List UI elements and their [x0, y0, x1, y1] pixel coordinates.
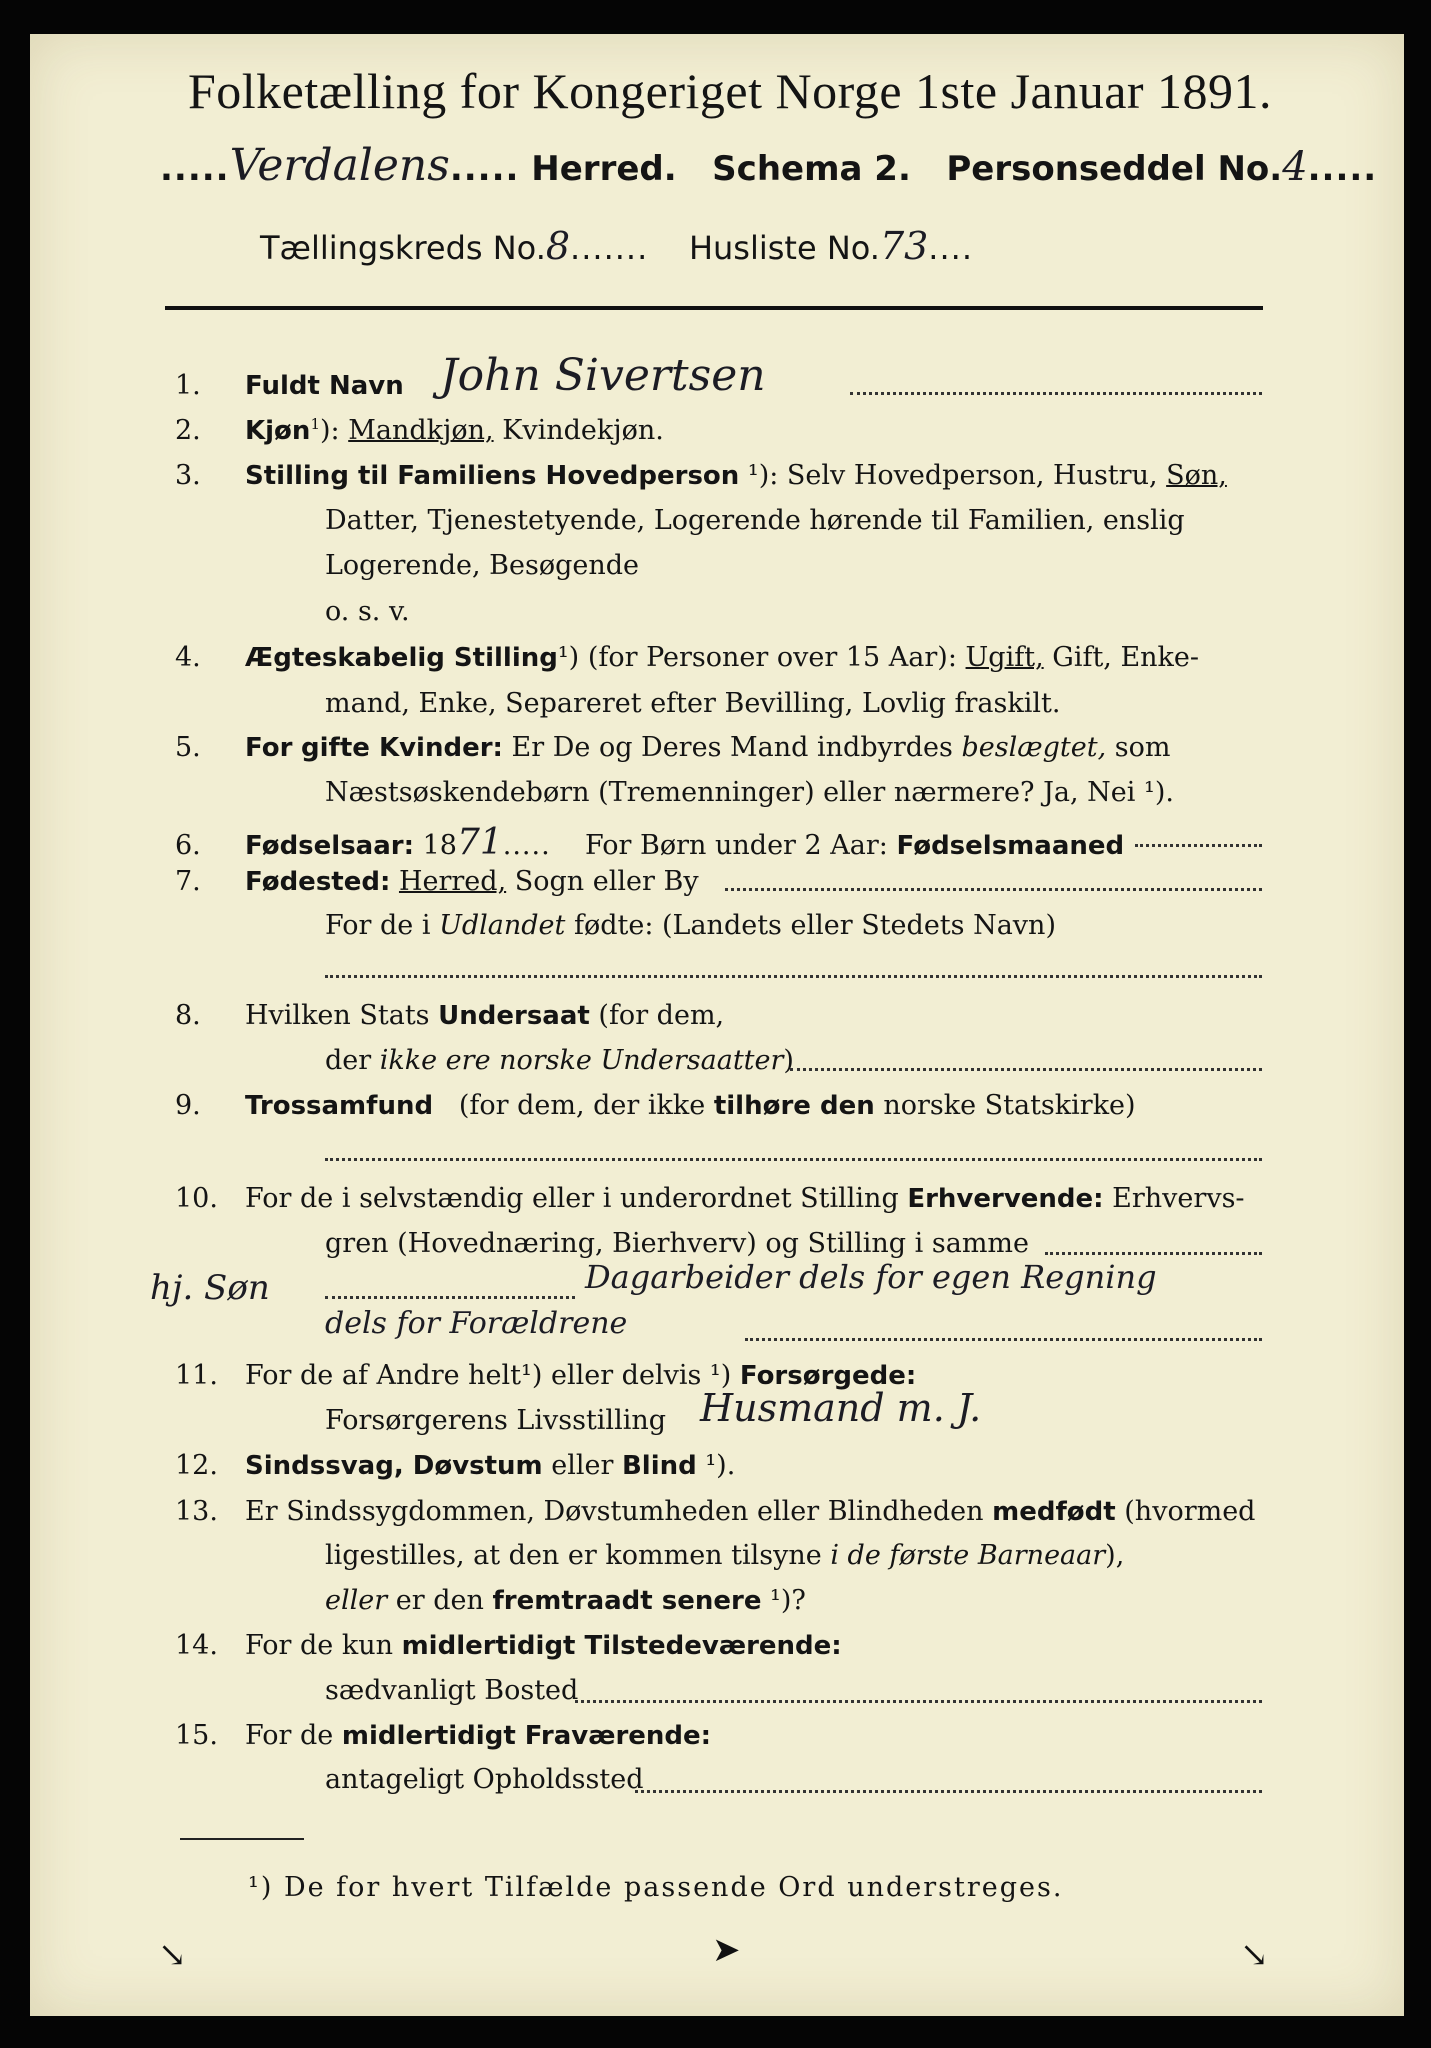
item-number: 9. [175, 1090, 201, 1121]
footnote-rule [180, 1838, 304, 1840]
marital-options: Gift, Enke- [1052, 642, 1200, 673]
item5-italic: beslægtet, [961, 732, 1107, 763]
item8-italic: ikke ere norske Undersaatter [379, 1045, 784, 1076]
herred-line: .....Verdalens..... Herred. Schema 2. Personseddel No.4..... [160, 140, 1378, 191]
supporter-occupation-label: Forsørgerens Livsstilling [325, 1405, 667, 1436]
husliste-value: 73 [879, 224, 929, 268]
husliste-label: Husliste No. [688, 229, 880, 267]
item9-bold: tilhøre den [713, 1091, 875, 1121]
supported-label: Forsørgede: [739, 1361, 917, 1391]
full-name-value: John Sivertsen [440, 350, 766, 401]
footnote-mark: 1 [310, 415, 320, 433]
dotted-line [850, 392, 1262, 395]
birthplace-label: Fødested: [245, 867, 391, 897]
item-number: 11. [175, 1360, 218, 1391]
later-label: fremtraadt senere [492, 1586, 762, 1616]
schema-label: Schema 2. [712, 149, 911, 189]
item10-text: For de i selvstændig eller i underordnet Stilling [245, 1183, 899, 1214]
birthplace-selected: Herred, [398, 866, 507, 897]
supporter-occupation-value: Husmand m. J. [700, 1386, 982, 1430]
item-number: 2. [175, 415, 201, 446]
dotted-line [790, 1068, 1262, 1071]
congenital-label: medfødt [992, 1497, 1116, 1527]
item8-line2: der ikke ere norske Undersaatter) [325, 1045, 794, 1076]
dotted-line [1135, 844, 1262, 847]
item10-end: Erhvervs- [1112, 1183, 1245, 1214]
item-12: 12. Sindssvag, Døvstum eller Blind ¹). [175, 1450, 736, 1481]
dotted-line [1045, 1252, 1262, 1255]
subject-label: Undersaat [438, 1001, 590, 1031]
item-3: 3. Stilling til Familiens Hovedperson ¹): Selv Hovedperson, Hustru, Søn, [175, 460, 1227, 491]
item-number: 12. [175, 1450, 218, 1481]
item11-text-2: eller delvis [550, 1360, 702, 1391]
item-10 [175, 1183, 1245, 1214]
item-number: 14. [175, 1630, 218, 1661]
dotted-line [725, 888, 1262, 891]
abroad-text: For de i [325, 910, 431, 941]
item-number: 3. [175, 460, 201, 491]
occupation-handwritten: Dagarbeider dels for egen Regning [585, 1258, 1157, 1296]
item13-line3: eller er den fremtraadt senere ¹)? [325, 1585, 806, 1616]
item-number: 10. [175, 1183, 218, 1214]
family-position-options-4: o. s. v. [325, 596, 410, 627]
item13-line2: ligestilles, at den er kommen tilsyne i de første Barneaar), [325, 1540, 1125, 1571]
item5-text: Er De og Deres Mand indbyrdes [511, 732, 953, 763]
kreds-value: 8 [545, 224, 571, 268]
abroad-text-2: fødte: (Landets eller Stedets Navn) [573, 910, 1056, 941]
birth-month-label: Fødselsmaaned [896, 831, 1125, 861]
item9-text: (for dem, der ikke [458, 1090, 706, 1121]
kreds-line: Tællingskreds No.8....... Husliste No.73.... [260, 224, 973, 268]
item-5 [175, 732, 1170, 763]
sex-selected: Mandkjøn, [348, 415, 494, 446]
corner-mark-icon: ↘ [158, 1935, 187, 1975]
item-11: 11. For de af Andre helt¹) eller delvis ¹) Forsørgede: [175, 1360, 917, 1391]
item-9 [175, 1090, 1136, 1121]
item-15 [175, 1720, 711, 1751]
married-women-label: gifte Kvinder: [301, 733, 503, 763]
item13-eller: eller [325, 1585, 388, 1616]
family-position-label: Stilling til Familiens Hovedperson [245, 461, 740, 491]
item-number: 8. [175, 1000, 201, 1031]
item8-der: der [325, 1045, 372, 1076]
item8-text-2: (for dem, [598, 1000, 725, 1031]
occupation-handwritten-2: dels for Forældrene [325, 1306, 628, 1341]
item13-line3-text: er den [395, 1585, 484, 1616]
herred-handwritten: Verdalens [229, 140, 450, 191]
corner-mark-icon: ↘ [1240, 1935, 1269, 1975]
disability-label: Sindssvag, Døvstum [245, 1451, 543, 1481]
item-number: 6. [175, 830, 201, 861]
marital-status-label: Ægteskabelig Stilling [245, 643, 558, 673]
birth-year-label: Fødselsaar: [245, 831, 414, 861]
under-two-text: For Børn under 2 Aar: [585, 830, 888, 861]
family-position-options: Selv Hovedperson, Hustru, [786, 460, 1158, 491]
sex-label: Kjøn [245, 416, 311, 446]
item11-text: For de af Andre helt [245, 1360, 522, 1391]
item-7 [175, 866, 699, 897]
item5-line2: Næstsøskendebørn (Tremenninger) eller nærmere? Ja, Nei ¹). [325, 777, 1174, 808]
item-8 [175, 1000, 724, 1031]
header-rule [165, 306, 1263, 310]
marital-selected: Ugift, [965, 642, 1044, 673]
religion-label: Trossamfund [245, 1091, 434, 1121]
item9-end: norske Statskirke) [883, 1090, 1136, 1121]
item5-pre: For [245, 733, 293, 763]
temporary-present-label: midlertidigt Tilstedeværende: [401, 1631, 842, 1661]
item-number: 4. [175, 642, 201, 673]
item-number: 15. [175, 1720, 218, 1751]
abroad-line [325, 910, 1056, 941]
center-mark-icon: ➤ [712, 1930, 741, 1970]
item10-line2: gren (Hovednæring, Bierhverv) og Stilling i samme [325, 1228, 1030, 1259]
birth-year-prefix: 18 [422, 830, 457, 861]
item-1 [175, 370, 404, 401]
birthplace-options: Sogn eller By [514, 866, 699, 897]
dotted-line [575, 1700, 1262, 1703]
family-position-options-3: Logerende, Besøgende [325, 550, 639, 581]
item13-end: (hvormed [1124, 1496, 1256, 1527]
item-2: 2. Kjøn$^1$): Mandkjøn, Kvindekjøn. [175, 415, 664, 446]
marital-options-2: mand, Enke, Separeret efter Bevilling, Lovlig fraskilt. [325, 688, 1061, 719]
presumed-residence-label: antageligt Opholdssted [325, 1764, 644, 1795]
family-position-selected: Søn, [1166, 460, 1227, 491]
herred-label: Herred. [531, 149, 677, 189]
item-number: 13. [175, 1496, 218, 1527]
sex-option: Kvindekjøn. [502, 415, 664, 446]
form-title: Folketælling for Kongeriget Norge 1ste Januar 1891. [187, 63, 1273, 119]
item-number: 7. [175, 866, 201, 897]
personseddel-label: Personseddel No. [946, 149, 1283, 189]
kreds-label: Tællingskreds No. [260, 229, 546, 267]
item-14 [175, 1630, 842, 1661]
personseddel-value: 4 [1282, 144, 1308, 190]
usual-residence-label: sædvanligt Bosted [325, 1675, 579, 1706]
dotted-line [325, 975, 1262, 978]
item-4: 4. Ægteskabelig Stilling¹) (for Personer over 15 Aar): Ugift, Gift, Enke- [175, 642, 1200, 673]
item-number: 5. [175, 732, 201, 763]
item5-end: som [1114, 732, 1171, 763]
birth-year-value: 71 [456, 822, 503, 863]
margin-note: hj. Søn [150, 1268, 270, 1308]
footnote: ¹) De for hvert Tilfælde passende Ord understreges. [248, 1872, 1064, 1903]
full-name-label: Fuldt Navn [245, 371, 404, 401]
item13-line2-text: ligestilles, at den er kommen tilsyne [325, 1540, 822, 1571]
item-13 [175, 1496, 1255, 1527]
abroad-italic: Udlandet [439, 910, 566, 941]
temporary-absent-label: midlertidigt Fraværende: [341, 1721, 712, 1751]
marital-intro: (for Personer over 15 Aar): [587, 642, 957, 673]
occupation-label: Erhvervende: [907, 1184, 1104, 1214]
dotted-line [325, 1296, 575, 1299]
dotted-line [745, 1338, 1262, 1341]
item13-italic: i de første Barneaar [830, 1540, 1106, 1571]
item-6: 6. Fødselsaar: 1871..... For Børn under 2 Aar: Fødselsmaaned [175, 822, 1125, 863]
item15-pre: For de [245, 1720, 334, 1751]
item-number: 1. [175, 370, 201, 401]
family-position-options-2: Datter, Tjenestetyende, Logerende hørende til Familien, enslig [325, 505, 1185, 536]
dotted-line [635, 1790, 1262, 1793]
item13-text: Er Sindssygdommen, Døvstumheden eller Blindheden [245, 1496, 984, 1527]
item12-mid: eller [551, 1450, 614, 1481]
blind-label: Blind [621, 1451, 697, 1481]
item8-text: Hvilken Stats [245, 1000, 430, 1031]
dotted-line [325, 1158, 1262, 1161]
item14-pre: For de kun [245, 1630, 393, 1661]
